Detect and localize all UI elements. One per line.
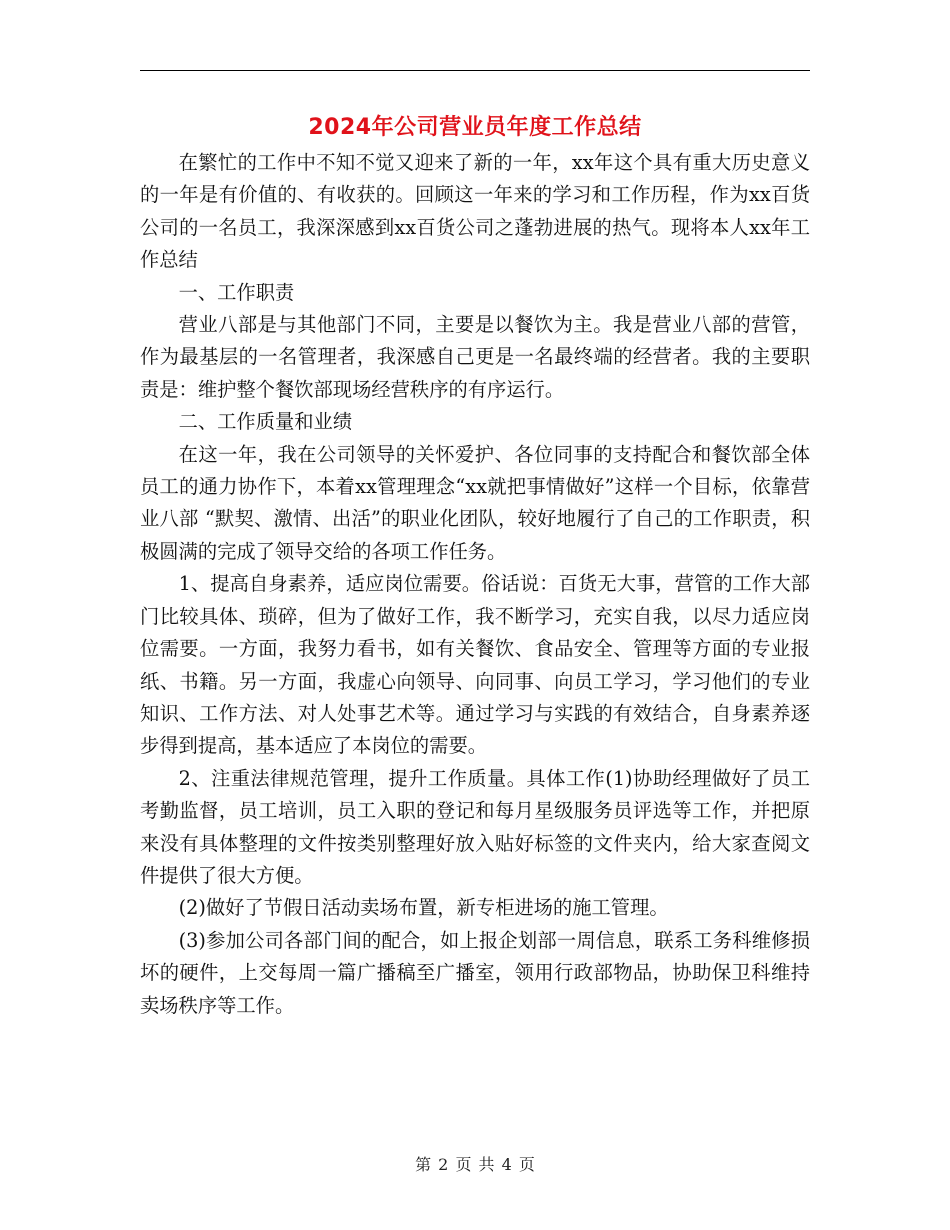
paragraph-duties: 营业八部是与其他部门不同，主要是以餐饮为主。我是营业八部的营管，作为最基层的一名管理者，我深感自己更是一名最终端的经营者。我的主要职责是：维护整个餐饮部现场经营秩序的有序运行。 xyxy=(140,313,810,401)
section-heading-performance: 二、工作质量和业绩 xyxy=(178,410,353,434)
paragraph-intro: 在繁忙的工作中不知不觉又迎来了新的一年，xx年这个具有重大历史意义的一年是有价值的、有收获的。回顾这一年来的学习和工作历程，作为xx百货公司的一名员工，我深深感到xx百货公司之蓬勃进展的热气。现将本人xx年工作总结 xyxy=(140,151,810,272)
section-heading-duties: 一、工作职责 xyxy=(178,280,295,304)
paragraph-item-2-sub-3: (3)参加公司各部门间的配合，如上报企划部一周信息，联系工务科维修损坏的硬件，上交每周一篇广播稿至广播室，领用行政部物品，协助保卫科维持卖场秩序等工作。 xyxy=(140,928,810,1017)
document-body xyxy=(140,147,810,1022)
header-rule xyxy=(140,70,810,71)
document-title: 2024年公司营业员年度工作总结 xyxy=(308,115,642,140)
paragraph-performance: 在这一年，我在公司领导的关怀爱护、各位同事的支持配合和餐饮部全体员工的通力协作下，本着xx管理理念“xx就把事情做好”这样一个目标，依靠营业八部 “默契、激情、出活”的职业化团队，较好地履行了自己的工作职责，积极圆满的完成了领导交给的各项工作任务。 xyxy=(140,442,810,563)
paragraph-item-2-sub-2: (2)做好了节假日活动卖场布置，新专柜进场的施工管理。 xyxy=(178,896,669,920)
page-number-footer: 第 2 页 共 4 页 xyxy=(415,1155,535,1174)
paragraph-item-1: 1、提高自身素养，适应岗位需要。俗话说：百货无大事，营管的工作大部门比较具体、琐碎，但为了做好工作，我不断学习，充实自我，以尽力适应岗位需要。一方面，我努力看书，如有关餐饮、食品安全、管理等方面的专业报纸、书籍。另一方面，我虚心向领导、向同事、向员工学习，学习他们的专业知识、工作方法、对人处事艺术等。通过学习与实践的有效结合，自身素养逐步得到提高，基本适应了本岗位的需要。 xyxy=(140,572,810,758)
paragraph-item-2: 2、注重法律规范管理，提升工作质量。具体工作(1)协助经理做好了员工考勤监督，员工培训，员工入职的登记和每月星级服务员评选等工作，并把原来没有具体整理的文件按类别整理好放入贴好标签的文件夹内，给大家查阅文件提供了很大方便。 xyxy=(140,766,810,887)
